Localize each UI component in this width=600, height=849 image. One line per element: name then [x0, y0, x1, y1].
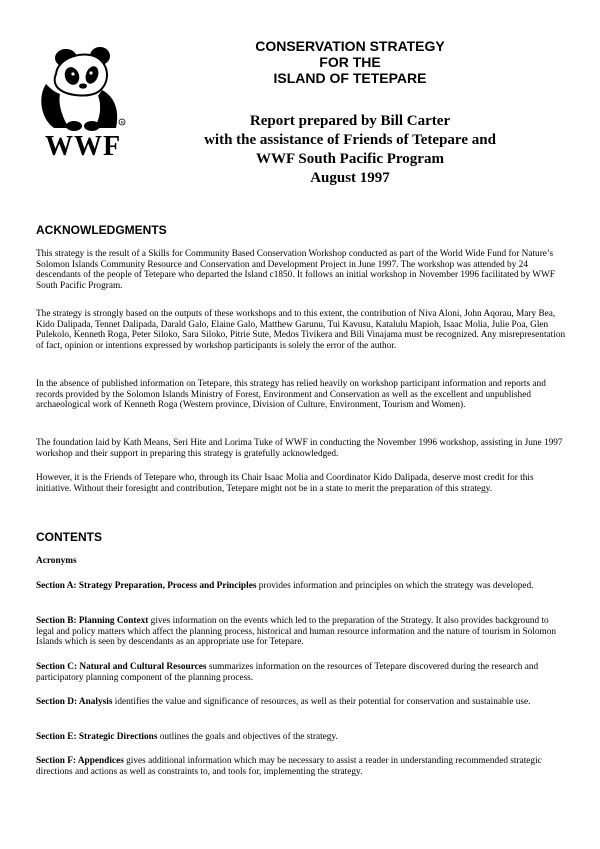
acknowledgments-paragraph-3: In the absence of published information on Tetepare, this strategy has relied heavily on workshop participant information and reports and records provided by the Solomon Islands Ministry of Forest, Environment and Conservation as well as the excellent and unpublished archaeological work of Kenneth Roga (Western province, Division of Culture, Environment, Tourism and Women).	[36, 379, 546, 411]
acknowledgments-paragraph-1: This strategy is the result of a Skills for Community Based Conservation Workshop conducted as part of the World Wide Fund for Nature’s Solomon Islands Community Resource and Conservation and Development Project in June 1997. The workshop was attended by 24 descendants of the people of Tetepare who departed the Island c1850. It follows an initial workshop in November 1996 facilitated by WWF South Pacific Program.	[36, 249, 555, 291]
wwf-logo	[36, 44, 130, 164]
section-e-text: outlines the goals and objectives of the strategy.	[157, 732, 338, 742]
section-f-text: gives additional information which may be necessary to assist a reader in understanding recommended strategic directions and actions as well as constraints to, and tools for, implementing the strategy.	[36, 756, 542, 777]
section-e-label: Section E: Strategic Directions	[36, 732, 158, 742]
section-c-text: summarizes information on the resources of Tetepare discovered during the research and participatory planning component of the planning process.	[36, 662, 539, 683]
contents-section-f	[36, 756, 566, 777]
title-line-3: ISLAND OF TETEPARE	[273, 70, 427, 86]
report-line-3: WWF South Pacific Program	[256, 151, 444, 167]
contents-section-c	[36, 662, 566, 683]
section-b-text: gives information on the events which led to the preparation of the Strategy. It also provides background to legal and policy matters which affect the planning process, historical and human resource information and the nature of tourism in Solomon Islands which is seen by descendants as an appropriate use for Tetepare.	[36, 616, 557, 648]
acknowledgments-paragraph-2: The strategy is strongly based on the outputs of these workshops and to this extent, the contribution of Niva Aloni, John Aqorau, Mary Bea, Kido Dalipada, Tennet Dalipada, Darald Galo, Elaine Galo, Matthew Garunu, Tui Kavusu, Katalulu Mapioh, Isaac Molia, Julie Poa, Glen Pulekolo, Kenneth Roga, Peter Siloko, Sara Siloko, Pitrie Sute, Medos Tivikera and Bili Vinajama must be recognized. Any misrepresentation of fact, opinion or intentions expressed by workshop participants is solely the error of the author.	[36, 309, 566, 351]
acknowledgments-heading: ACKNOWLEDGMENTS	[36, 223, 167, 237]
section-d-text: identifies the value and significance of resources, as well as their potential for conservation and sustainable use.	[112, 697, 531, 707]
title-line-1: CONSERVATION STRATEGY	[255, 38, 445, 54]
acknowledgments-paragraph-4: The foundation laid by Kath Means, Seri Hite and Lorima Tuke of WWF in conducting the November 1996 workshop, assisting in June 1997 workshop and their support in preparing this strategy is gratefully acknowledged.	[36, 438, 563, 459]
report-line-1: Report prepared by Bill Carter	[249, 113, 451, 129]
wwf-logo-text: WWF	[44, 131, 122, 162]
contents-section-a	[36, 581, 566, 592]
section-f-label: Section F: Appendices	[36, 756, 124, 766]
panda-icon	[36, 44, 130, 132]
report-credits	[150, 112, 550, 188]
section-a-label: Section A: Strategy Preparation, Process and Principles	[36, 581, 257, 591]
contents-section-b	[36, 616, 566, 648]
section-b-label: Section B: Planning Context	[36, 616, 149, 626]
report-date: August 1997	[310, 170, 390, 186]
acknowledgments-paragraph-5: However, it is the Friends of Tetepare who, through its Chair Isaac Molia and Coordinator Kido Dalipada, deserve most credit for this initiative. Without their foresight and contribution, Tetepare might not be in a state to merit the preparation of this strategy.	[36, 473, 534, 494]
section-d-label: Section D: Analysis	[36, 697, 113, 707]
contents-section-e	[36, 732, 566, 743]
section-a-text: provides information and principles on which the strategy was developed.	[256, 581, 534, 591]
contents-heading: CONTENTS	[36, 530, 102, 544]
contents-section-d	[36, 697, 566, 708]
report-line-2: with the assistance of Friends of Tetepare and	[204, 132, 496, 148]
title-line-2: FOR THE	[319, 54, 381, 70]
contents-acronyms: Acronyms	[36, 556, 77, 566]
svg-text:R: R	[120, 119, 124, 125]
section-c-label: Section C: Natural and Cultural Resources	[36, 662, 207, 672]
document-title	[170, 38, 530, 86]
